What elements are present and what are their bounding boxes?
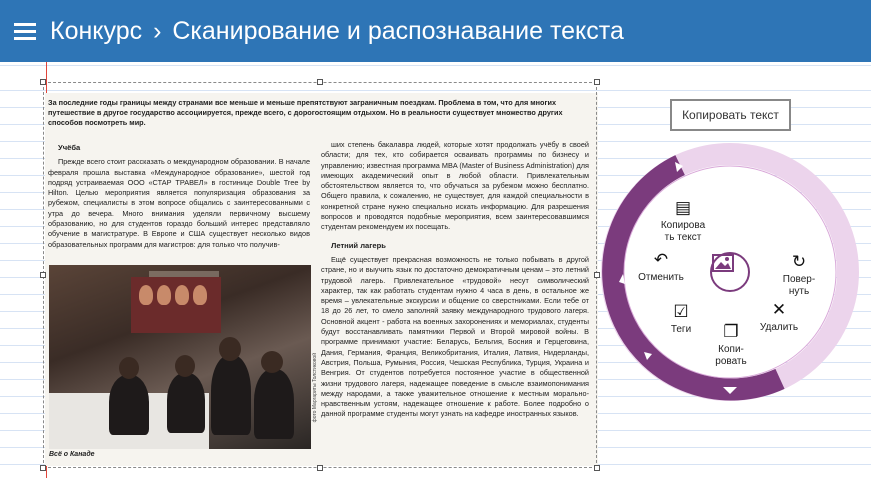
- scan-photo-credit: фото Маргариты Толстиковой: [312, 353, 318, 423]
- resize-handle-top-right[interactable]: [594, 79, 600, 85]
- radial-item-copy-text[interactable]: ▤ Копирова ть текст: [643, 198, 723, 244]
- scan-caption: Всё о Канаде: [49, 451, 95, 458]
- scan-right-text-2: Ещё существует прекрасная возможность не только побывать в другой стране, но и выучить язык по достаточно демократичным ценам – это летний трудовой лагерь. Привлекательное «трудовой» несут символический характер, так как работать студентам нужно 4 часа в день, в остальное же время – увлекательные экскурсии и общение со сверстниками. Если тебе от 18 до 26 лет, то смело заполняй заявку международного трудового лагеря. Основной акцент - работа на военных захоронениях и мемориалах, студенты будут восстанавливать памятники Первой и Второй мировой войны. В программе принимают участие: Беларусь, Бельгия, Босния и Герцеговина, Дания, Германия, Франция, Великобритания, Италия, Латвия, Нидерланды, Австрия, Польша, Румыния, Россия, Чешская Республика, Турция, Украина и Венгрия. От студентов потребуется постоянное участие в общественной жизни трудового лагеря, надежащее поведение в смысле взаимопонимания между народами, а также уважительное отношение к местным морально-нравственным устоям, надежащее отношение к работе. Более подробно о данной программе студенты могут узнать на кафедре иностранных языков.: [321, 254, 589, 419]
- scan-left-heading: Учёба: [58, 143, 81, 152]
- scanned-document-image[interactable]: [45, 93, 598, 466]
- breadcrumb: [50, 17, 624, 46]
- radial-item-undo[interactable]: ↶ Отменить: [621, 250, 701, 284]
- tags-icon: ☑: [673, 302, 689, 321]
- scan-right-heading: Летний лагерь: [331, 240, 386, 250]
- copy-text-button[interactable]: Копировать текст: [670, 99, 791, 131]
- image-icon[interactable]: [710, 252, 750, 292]
- radial-item-copy[interactable]: ❐ Копи- ровать: [691, 322, 771, 368]
- scan-intro: За последние годы границы между странами все меньше и меньше препятствуют заграничным поездкам. Проблема в том, что для многих путешествие в другое государство ассоциируется, прежде всего, с дорогостоящим отдыхом. Но в реальности существует множество других способов посмотреть мир.: [48, 98, 563, 127]
- resize-handle-bottom[interactable]: [317, 465, 323, 471]
- radial-item-tags[interactable]: ☑ Теги: [641, 302, 721, 336]
- page-title: Сканирование и распознавание текста: [172, 16, 624, 45]
- radial-menu: [597, 142, 871, 418]
- radial-item-rotate[interactable]: ↻ Повер- нуть: [759, 252, 839, 298]
- breadcrumb-separator: ›: [153, 16, 162, 45]
- resize-handle-top[interactable]: [317, 79, 323, 85]
- scan-right-column: [321, 140, 589, 420]
- scan-right-text-1: ших степень бакалавра людей, которые хотят продолжать учёбу в своей области; для тех, кто собирается осваивать программы по бизнесу и управлению; известная программа MBA (Master of Business Administration) для имеющих академический опыт в любой области. Привлекательным обстоятельством является то, что обучаться за рубежом можно бесплатно. Общего правила, к сожалению, не существует, для каждой специальности в конкретной стране нужно специально искать информацию. Для разрешения вопросов и проводятся подобные мероприятия, всем заинтересовавшимся студентам рекомендуем их посещать.: [321, 140, 589, 232]
- rotate-icon: ↻: [791, 252, 807, 271]
- scan-left-column: [48, 141, 310, 250]
- scan-photo: [49, 265, 311, 449]
- copy-text-icon: ▤: [674, 198, 692, 217]
- resize-handle-bottom-left[interactable]: [40, 465, 46, 471]
- scan-left-text: Прежде всего стоит рассказать о международном образовании. В начале февраля прошла выставка «Международное образование», шестой год подряд устраиваемая ООО «СТАР ТРАВЕЛ» в гостинице Double Tree by Hilton. Целью мероприятия является популяризация образования за рубежом, специалисты в этом вопросе общались с заинтересованными с утра до вечера. Много внимания уделяли первичному высшему образованию, но для студентов гораздо больший интерес представляло обучение в магистратуре. В Европе и США существует несколько видов образовательных программ для магистров: для только что получив-: [48, 157, 310, 249]
- resize-handle-top-left[interactable]: [40, 79, 46, 85]
- undo-icon: ↶: [653, 250, 669, 269]
- title-bar: [0, 0, 871, 62]
- hamburger-icon[interactable]: [14, 19, 36, 44]
- resize-handle-left[interactable]: [40, 272, 46, 278]
- resize-handle-bottom-right[interactable]: [594, 465, 600, 471]
- copy-icon: ❐: [723, 322, 739, 341]
- delete-icon: ✕: [771, 300, 787, 319]
- radial-item-delete[interactable]: ✕ Удалить: [739, 300, 819, 334]
- breadcrumb-root[interactable]: Конкурс: [50, 16, 143, 45]
